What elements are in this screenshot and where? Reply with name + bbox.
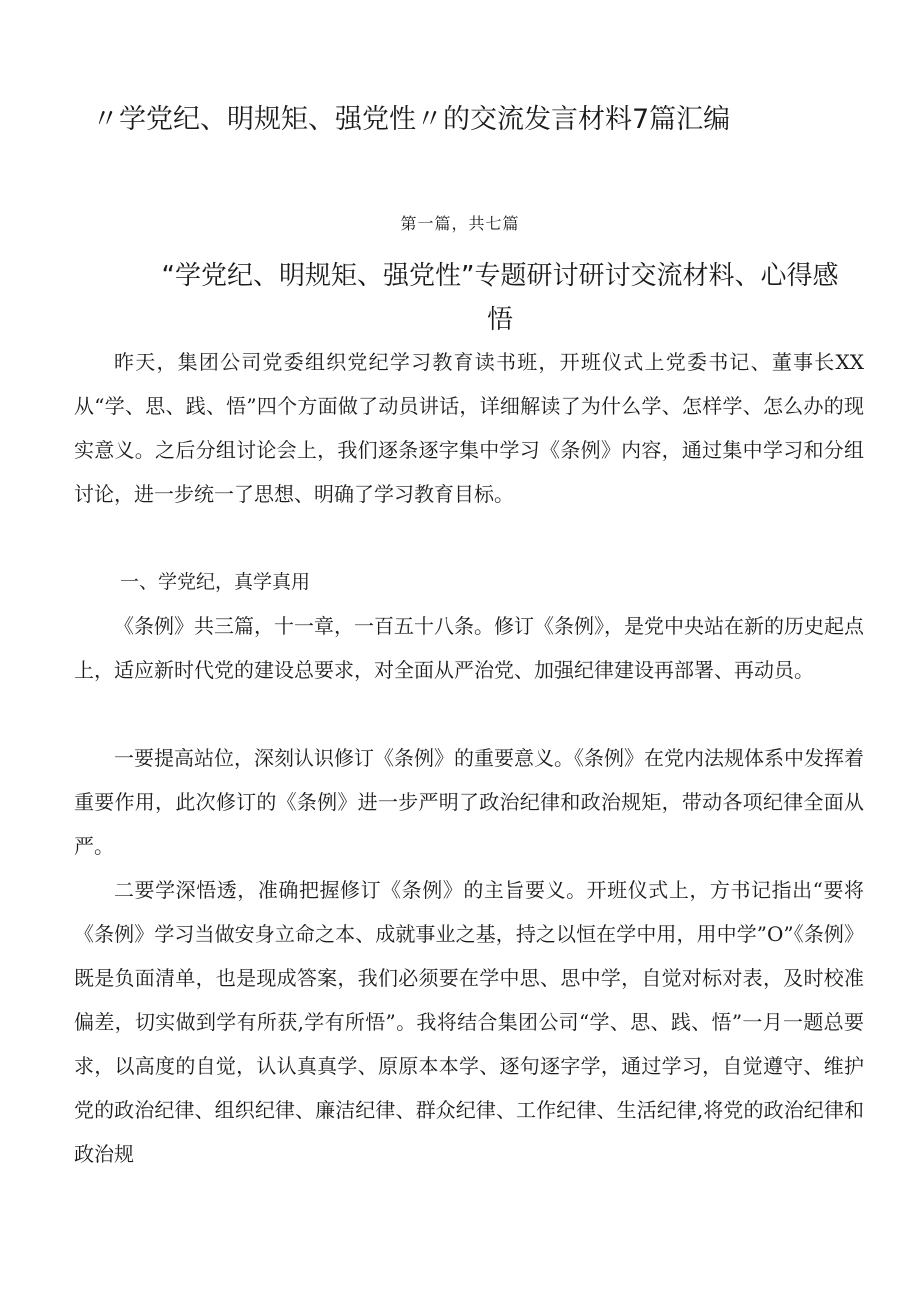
heading-study-discipline: 一、学党纪，真学真用 xyxy=(120,571,311,593)
paragraph-first-requirement: 一要提高站位，深刻认识修订《条例》的重要意义。《条例》在党内法规体系中发挥着重要作用，此次修订的《条例》进一步严明了政治纪律和政治规矩，带动各项纪律全面从严。 xyxy=(74,746,864,858)
document-title: 〃学党纪、明规矩、强党性〃的交流发言材料7篇汇编 xyxy=(92,104,731,135)
paragraph-second-requirement: 二要学深悟透，准确把握修订《条例》的主旨要义。开班仪式上，方书记指出“要将《条例》学习当做安身立命之本、成就事业之基，持之以恒在学中用，用中学”O”《条例》既是负面清单，也是现成答案，我们必须要在学中思、思中学，自觉对标对表，及时校准偏差，切实做到学有所获,学有所悟”。我将结合集团公司“学、思、践、悟”一月一题总要求，以高度的自觉，认认真真学、原原本本学、逐句逐字学，通过学习，自觉遵守、维护党的政治纪律、组织纪律、廉洁纪律、群众纪律、工作纪律、生活纪律,将党的政治纪律和政治规 xyxy=(74,878,864,1166)
paragraph-intro: 昨天，集团公司党委组织党纪学习教育读书班，开班仪式上党委书记、董事长XX从“学、思、践、悟”四个方面做了动员讲话，详细解读了为什么学、怎样学、怎么办的现实意义。之后分组讨论会上，我们逐条逐字集中学习《条例》内容，通过集中学习和分组讨论，进一步统一了思想、明确了学习教育目标。 xyxy=(74,350,864,506)
section-label: 第一篇，共七篇 xyxy=(400,214,520,233)
section-title: “学党纪、明规矩、强党性”专题研讨研讨交流材料、心得感悟 xyxy=(161,261,839,335)
paragraph-regulations-overview: 《条例》共三篇，十一章，一百五十八条。修订《条例》，是党中央站在新的历史起点上，适应新时代党的建设总要求，对全面从严治党、加强纪律建设再部署、再动员。 xyxy=(74,614,864,682)
